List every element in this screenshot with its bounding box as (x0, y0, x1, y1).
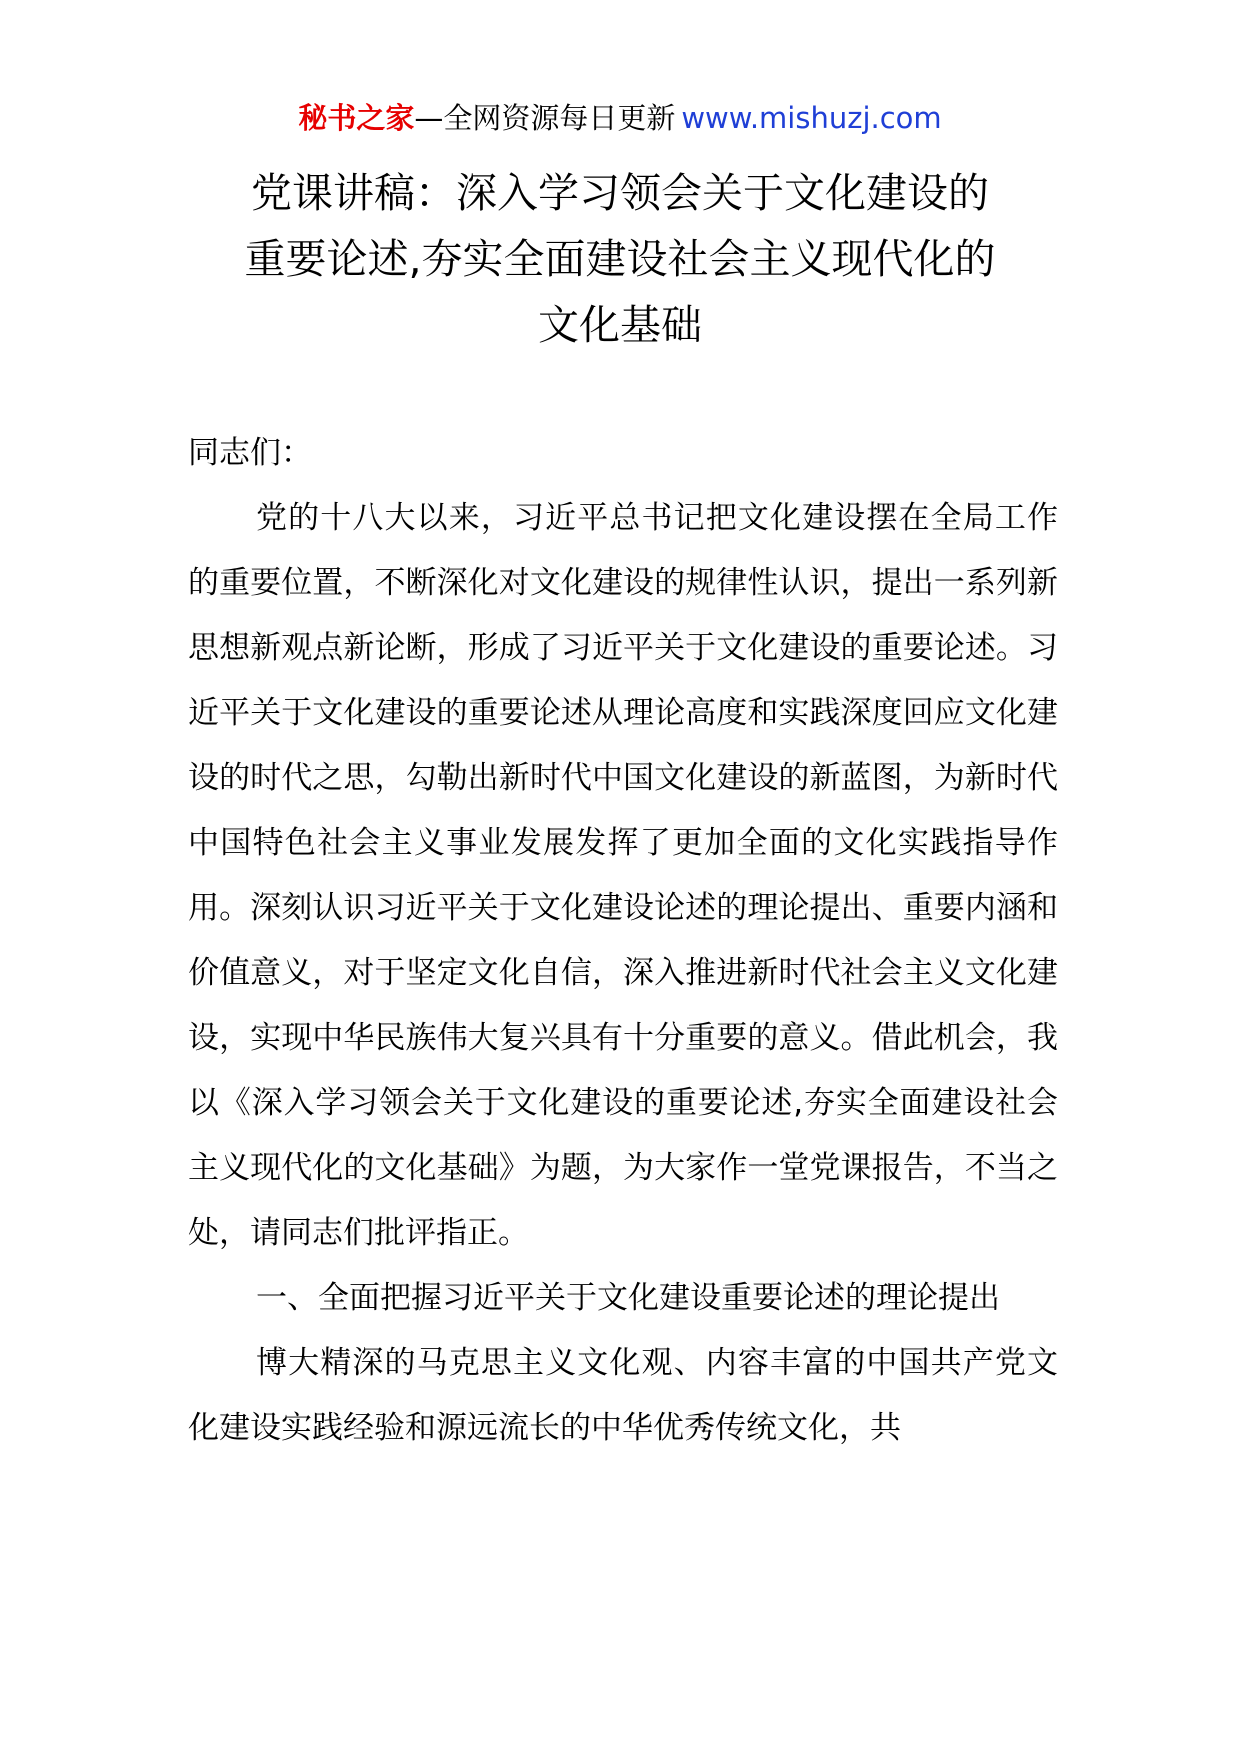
title-line-2: 重要论述,夯实全面建设社会主义现代化的 (244, 235, 996, 283)
site-header (0, 98, 1240, 138)
paragraph-intro: 党的十八大以来，习近平总书记把文化建设摆在全局工作的重要位置，不断深化对文化建设的规律性认识，提出一系列新思想新观点新论断，形成了习近平关于文化建设的重要论述。习近平关于文化建设的重要论述从理论高度和实践深度回应文化建设的时代之思，勾勒出新时代中国文化建设的新蓝图，为新时代中国特色社会主义事业发展发挥了更加全面的文化实践指导作用。深刻认识习近平关于文化建设论述的理论提出、重要内涵和价值意义，对于坚定文化自信，深入推进新时代社会主义文化建设，实现中华民族伟大复兴具有十分重要的意义。借此机会，我以《深入学习领会关于文化建设的重要论述,夯实全面建设社会主义现代化的文化基础》为题，为大家作一堂党课报告，不当之处，请同志们批评指正。 (188, 500, 1058, 1251)
document-body (188, 421, 1058, 1461)
document-title (150, 160, 1090, 358)
title-line-3: 文化基础 (538, 301, 702, 349)
title-line-1: 党课讲稿：深入学习领会关于文化建设的 (251, 169, 989, 217)
site-slogan: —全网资源每日更新 (414, 101, 676, 135)
section-heading-1: 一、全面把握习近平关于文化建设重要论述的理论提出 (256, 1280, 1000, 1316)
salutation: 同志们： (188, 435, 312, 471)
brand-name: 秘书之家 (298, 101, 415, 135)
paragraph-section-1: 博大精深的马克思主义文化观、内容丰富的中国共产党文化建设实践经验和源远流长的中华优秀传统文化，共 (188, 1345, 1058, 1446)
site-url-link[interactable]: www.mishuzj.com (681, 101, 942, 135)
